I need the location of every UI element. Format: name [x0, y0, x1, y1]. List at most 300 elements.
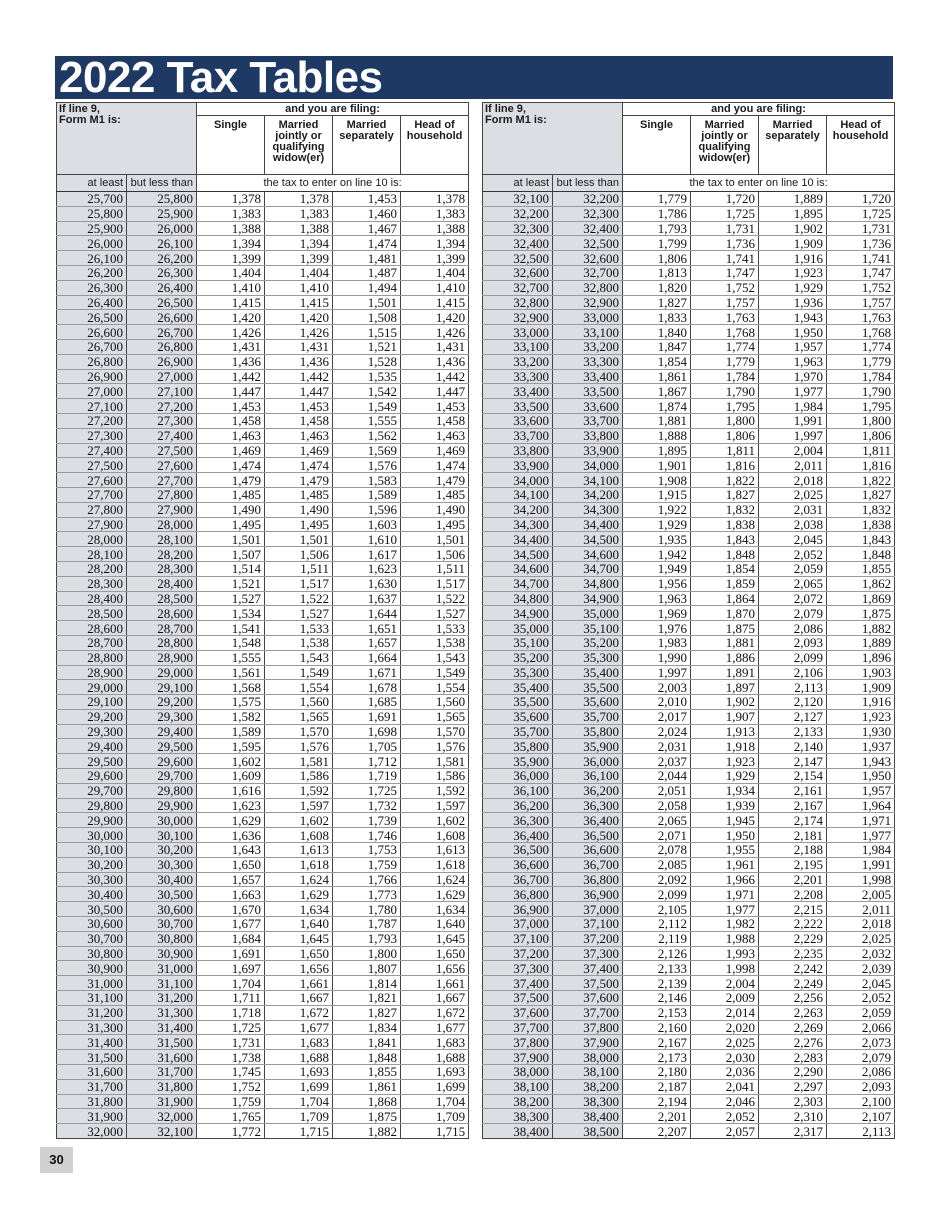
head-of-household-tax-cell: 1,741 — [827, 251, 895, 266]
but-less-than-cell: 33,000 — [553, 310, 623, 325]
single-tax-cell: 2,160 — [623, 1020, 691, 1035]
but-less-than-cell: 37,100 — [553, 917, 623, 932]
table-row — [483, 709, 895, 724]
married-separately-tax-cell: 1,651 — [333, 621, 401, 636]
single-tax-cell: 2,010 — [623, 695, 691, 710]
married-jointly-tax-cell: 1,618 — [265, 857, 333, 872]
married-jointly-tax-cell: 1,897 — [691, 680, 759, 695]
married-jointly-tax-cell: 1,613 — [265, 843, 333, 858]
married-separately-tax-cell: 1,637 — [333, 591, 401, 606]
married-jointly-tax-cell: 1,795 — [691, 399, 759, 414]
table-row — [57, 384, 469, 399]
at-least-cell: 28,000 — [57, 532, 127, 547]
married-separately-tax-cell: 1,610 — [333, 532, 401, 547]
married-jointly-tax-cell: 1,650 — [265, 946, 333, 961]
married-jointly-tax-cell: 1,469 — [265, 443, 333, 458]
table-row — [483, 1124, 895, 1139]
table-row — [483, 517, 895, 532]
married-jointly-tax-cell: 1,538 — [265, 635, 333, 650]
but-less-than-cell: 31,500 — [127, 1035, 197, 1050]
single-tax-cell: 1,436 — [197, 354, 265, 369]
single-tax-cell: 2,099 — [623, 887, 691, 902]
at-least-cell: 37,200 — [483, 946, 553, 961]
at-least-cell: 32,700 — [483, 280, 553, 295]
table-row — [57, 192, 469, 207]
married-jointly-tax-cell: 2,020 — [691, 1020, 759, 1035]
single-tax-cell: 1,684 — [197, 931, 265, 946]
married-jointly-tax-cell: 1,790 — [691, 384, 759, 399]
married-separately-tax-cell: 1,535 — [333, 369, 401, 384]
married-separately-tax-cell: 2,256 — [759, 991, 827, 1006]
head-of-household-tax-cell: 1,903 — [827, 665, 895, 680]
table-row — [483, 798, 895, 813]
head-of-household-tax-cell: 1,832 — [827, 502, 895, 517]
but-less-than-cell: 31,200 — [127, 991, 197, 1006]
but-less-than-cell: 30,400 — [127, 872, 197, 887]
but-less-than-cell: 28,200 — [127, 547, 197, 562]
married-separately-tax-cell: 1,603 — [333, 517, 401, 532]
single-tax-cell: 1,881 — [623, 413, 691, 428]
married-jointly-tax-cell: 1,757 — [691, 295, 759, 310]
married-separately-tax-cell: 2,269 — [759, 1020, 827, 1035]
head-of-household-tax-cell: 1,661 — [401, 976, 469, 991]
but-less-than-cell: 36,800 — [553, 872, 623, 887]
head-of-household-tax-cell: 1,581 — [401, 754, 469, 769]
head-of-household-tax-cell: 1,790 — [827, 384, 895, 399]
married-jointly-tax-cell: 1,458 — [265, 413, 333, 428]
head-of-household-tax-cell: 1,731 — [827, 221, 895, 236]
single-tax-cell: 1,670 — [197, 902, 265, 917]
single-tax-cell: 1,949 — [623, 561, 691, 576]
table-row — [57, 399, 469, 414]
at-least-cell: 26,900 — [57, 369, 127, 384]
single-tax-cell: 1,595 — [197, 739, 265, 754]
married-jointly-tax-cell: 1,848 — [691, 547, 759, 562]
head-of-household-tax-cell: 1,586 — [401, 769, 469, 784]
but-less-than-cell: 33,900 — [553, 443, 623, 458]
married-separately-header: Married separately — [333, 116, 401, 175]
table-row — [483, 606, 895, 621]
table-row — [483, 547, 895, 562]
married-jointly-tax-cell: 1,581 — [265, 754, 333, 769]
at-least-cell: 27,600 — [57, 473, 127, 488]
head-of-household-tax-cell: 1,971 — [827, 813, 895, 828]
at-least-cell: 30,000 — [57, 828, 127, 843]
page-number: 30 — [40, 1147, 73, 1173]
single-tax-cell: 1,609 — [197, 769, 265, 784]
single-tax-cell: 1,915 — [623, 487, 691, 502]
married-jointly-tax-cell: 1,907 — [691, 709, 759, 724]
single-tax-cell: 1,636 — [197, 828, 265, 843]
at-least-cell: 35,000 — [483, 621, 553, 636]
single-tax-cell: 1,942 — [623, 547, 691, 562]
at-least-cell: 35,200 — [483, 650, 553, 665]
married-jointly-tax-cell: 1,549 — [265, 665, 333, 680]
married-jointly-tax-cell: 1,752 — [691, 280, 759, 295]
head-of-household-tax-cell: 1,383 — [401, 206, 469, 221]
table-row — [57, 532, 469, 547]
head-of-household-tax-cell: 2,045 — [827, 976, 895, 991]
married-separately-tax-cell: 1,664 — [333, 650, 401, 665]
but-less-than-cell: 31,800 — [127, 1079, 197, 1094]
married-separately-tax-cell: 2,174 — [759, 813, 827, 828]
but-less-than-cell: 38,300 — [553, 1094, 623, 1109]
married-jointly-tax-cell: 1,891 — [691, 665, 759, 680]
married-separately-tax-cell: 2,263 — [759, 1005, 827, 1020]
single-tax-cell: 1,420 — [197, 310, 265, 325]
but-less-than-cell: 26,400 — [127, 280, 197, 295]
head-of-household-tax-cell: 1,474 — [401, 458, 469, 473]
married-separately-tax-cell: 2,276 — [759, 1035, 827, 1050]
married-separately-tax-cell: 1,576 — [333, 458, 401, 473]
but-less-than-cell: 36,000 — [553, 754, 623, 769]
married-separately-tax-cell: 1,739 — [333, 813, 401, 828]
tax-table-right — [482, 102, 894, 1139]
but-less-than-cell: 34,800 — [553, 576, 623, 591]
married-separately-tax-cell: 1,984 — [759, 399, 827, 414]
at-least-cell: 36,200 — [483, 798, 553, 813]
at-least-cell: 37,700 — [483, 1020, 553, 1035]
at-least-cell: 33,000 — [483, 325, 553, 340]
but-less-than-cell: 28,800 — [127, 635, 197, 650]
married-separately-tax-cell: 1,481 — [333, 251, 401, 266]
head-of-household-tax-cell: 1,677 — [401, 1020, 469, 1035]
married-separately-tax-cell: 2,113 — [759, 680, 827, 695]
table-row — [483, 192, 895, 207]
single-tax-cell: 1,589 — [197, 724, 265, 739]
head-of-household-tax-cell: 1,943 — [827, 754, 895, 769]
married-jointly-tax-cell: 1,463 — [265, 428, 333, 443]
table-row — [57, 739, 469, 754]
single-tax-cell: 1,738 — [197, 1050, 265, 1065]
table-row — [483, 339, 895, 354]
at-least-cell: 31,000 — [57, 976, 127, 991]
table-row — [483, 251, 895, 266]
but-less-than-cell: 28,400 — [127, 576, 197, 591]
married-jointly-tax-cell: 2,046 — [691, 1094, 759, 1109]
but-less-than-cell: 28,700 — [127, 621, 197, 636]
married-jointly-tax-cell: 1,640 — [265, 917, 333, 932]
head-of-household-tax-cell: 1,784 — [827, 369, 895, 384]
at-least-cell: 38,000 — [483, 1065, 553, 1080]
married-jointly-tax-cell: 1,699 — [265, 1079, 333, 1094]
married-separately-tax-cell: 1,991 — [759, 413, 827, 428]
married-separately-tax-cell: 1,950 — [759, 325, 827, 340]
married-separately-tax-cell: 2,188 — [759, 843, 827, 858]
single-tax-cell: 1,874 — [623, 399, 691, 414]
married-jointly-tax-cell: 1,966 — [691, 872, 759, 887]
single-tax-cell: 1,501 — [197, 532, 265, 547]
table-row — [57, 591, 469, 606]
head-of-household-header: Head of household — [827, 116, 895, 175]
table-row — [57, 458, 469, 473]
table-row — [57, 769, 469, 784]
married-separately-tax-cell: 2,059 — [759, 561, 827, 576]
table-row — [483, 680, 895, 695]
table-row — [57, 709, 469, 724]
head-of-household-tax-cell: 1,597 — [401, 798, 469, 813]
married-jointly-tax-cell: 2,036 — [691, 1065, 759, 1080]
table-row — [57, 872, 469, 887]
married-jointly-tax-cell: 1,511 — [265, 561, 333, 576]
at-least-cell: 32,300 — [483, 221, 553, 236]
head-of-household-tax-cell: 1,795 — [827, 399, 895, 414]
married-separately-tax-cell: 2,201 — [759, 872, 827, 887]
at-least-cell: 27,300 — [57, 428, 127, 443]
but-less-than-cell: 36,200 — [553, 783, 623, 798]
table-row — [57, 1050, 469, 1065]
married-jointly-tax-cell: 1,656 — [265, 961, 333, 976]
at-least-cell: 29,500 — [57, 754, 127, 769]
head-of-household-tax-cell: 1,565 — [401, 709, 469, 724]
but-less-than-cell: 35,600 — [553, 695, 623, 710]
married-separately-tax-cell: 1,453 — [333, 192, 401, 207]
single-tax-cell: 1,415 — [197, 295, 265, 310]
head-of-household-tax-cell: 1,560 — [401, 695, 469, 710]
head-of-household-tax-cell: 1,736 — [827, 236, 895, 251]
married-separately-tax-cell: 2,004 — [759, 443, 827, 458]
at-least-cell: 30,300 — [57, 872, 127, 887]
married-separately-tax-cell: 1,596 — [333, 502, 401, 517]
head-of-household-tax-cell: 1,889 — [827, 635, 895, 650]
single-tax-cell: 1,867 — [623, 384, 691, 399]
married-jointly-tax-cell: 1,886 — [691, 650, 759, 665]
but-less-than-cell: 28,900 — [127, 650, 197, 665]
single-tax-cell: 1,495 — [197, 517, 265, 532]
table-row — [483, 502, 895, 517]
married-jointly-tax-cell: 1,506 — [265, 547, 333, 562]
head-of-household-tax-cell: 1,827 — [827, 487, 895, 502]
at-least-cell: 30,700 — [57, 931, 127, 946]
head-of-household-tax-cell: 1,436 — [401, 354, 469, 369]
income-range-header: If line 9, Form M1 is: — [57, 103, 197, 175]
married-separately-tax-cell: 2,072 — [759, 591, 827, 606]
table-row — [483, 872, 895, 887]
table-row — [483, 843, 895, 858]
married-separately-tax-cell: 2,235 — [759, 946, 827, 961]
single-tax-cell: 2,031 — [623, 739, 691, 754]
but-less-than-cell: 31,300 — [127, 1005, 197, 1020]
at-least-cell: 26,300 — [57, 280, 127, 295]
married-jointly-tax-cell: 1,693 — [265, 1065, 333, 1080]
single-tax-cell: 1,929 — [623, 517, 691, 532]
head-of-household-tax-cell: 1,838 — [827, 517, 895, 532]
but-less-than-cell: 38,500 — [553, 1124, 623, 1139]
but-less-than-cell: 27,500 — [127, 443, 197, 458]
table-row — [483, 384, 895, 399]
single-tax-cell: 1,410 — [197, 280, 265, 295]
single-tax-cell: 1,616 — [197, 783, 265, 798]
head-of-household-tax-cell: 1,720 — [827, 192, 895, 207]
married-separately-tax-cell: 1,909 — [759, 236, 827, 251]
table-row — [57, 857, 469, 872]
married-jointly-tax-cell: 1,784 — [691, 369, 759, 384]
single-tax-cell: 1,442 — [197, 369, 265, 384]
at-least-cell: 35,400 — [483, 680, 553, 695]
single-tax-cell: 1,827 — [623, 295, 691, 310]
at-least-cell: 29,100 — [57, 695, 127, 710]
table-row — [483, 887, 895, 902]
table-row — [57, 265, 469, 280]
single-tax-cell: 2,058 — [623, 798, 691, 813]
head-of-household-tax-cell: 1,463 — [401, 428, 469, 443]
at-least-cell: 32,200 — [483, 206, 553, 221]
table-row — [57, 1035, 469, 1050]
table-row — [483, 828, 895, 843]
at-least-cell: 30,100 — [57, 843, 127, 858]
table-row — [57, 354, 469, 369]
married-jointly-tax-cell: 1,399 — [265, 251, 333, 266]
single-tax-cell: 1,752 — [197, 1079, 265, 1094]
but-less-than-cell: 32,900 — [553, 295, 623, 310]
head-of-household-tax-cell: 2,052 — [827, 991, 895, 1006]
head-of-household-tax-cell: 1,984 — [827, 843, 895, 858]
head-of-household-tax-cell: 2,100 — [827, 1094, 895, 1109]
single-tax-cell: 1,514 — [197, 561, 265, 576]
head-of-household-tax-cell: 1,757 — [827, 295, 895, 310]
married-jointly-tax-cell: 2,052 — [691, 1109, 759, 1124]
single-tax-cell: 1,786 — [623, 206, 691, 221]
married-jointly-tax-cell: 1,741 — [691, 251, 759, 266]
single-tax-cell: 1,447 — [197, 384, 265, 399]
at-least-cell: 25,800 — [57, 206, 127, 221]
table-row — [483, 473, 895, 488]
at-least-cell: 36,300 — [483, 813, 553, 828]
head-of-household-tax-cell: 1,618 — [401, 857, 469, 872]
married-separately-tax-cell: 1,515 — [333, 325, 401, 340]
single-tax-cell: 1,657 — [197, 872, 265, 887]
single-tax-cell: 2,201 — [623, 1109, 691, 1124]
married-separately-tax-cell: 2,065 — [759, 576, 827, 591]
single-tax-cell: 1,431 — [197, 339, 265, 354]
head-of-household-tax-cell: 1,554 — [401, 680, 469, 695]
married-separately-tax-cell: 1,685 — [333, 695, 401, 710]
single-tax-cell: 1,602 — [197, 754, 265, 769]
married-separately-tax-cell: 1,936 — [759, 295, 827, 310]
table-row — [483, 902, 895, 917]
but-less-than-cell: 30,800 — [127, 931, 197, 946]
married-jointly-tax-cell: 1,955 — [691, 843, 759, 858]
married-separately-tax-cell: 2,038 — [759, 517, 827, 532]
head-of-household-tax-cell: 2,086 — [827, 1065, 895, 1080]
head-of-household-tax-cell: 1,964 — [827, 798, 895, 813]
table-row — [57, 917, 469, 932]
married-separately-tax-cell: 1,555 — [333, 413, 401, 428]
married-separately-tax-cell: 2,140 — [759, 739, 827, 754]
married-separately-tax-cell: 1,861 — [333, 1079, 401, 1094]
married-jointly-tax-cell: 2,004 — [691, 976, 759, 991]
at-least-cell: 26,100 — [57, 251, 127, 266]
married-separately-tax-cell: 1,494 — [333, 280, 401, 295]
single-tax-cell: 1,969 — [623, 606, 691, 621]
head-of-household-tax-cell: 1,882 — [827, 621, 895, 636]
head-of-household-tax-cell: 2,093 — [827, 1079, 895, 1094]
but-less-than-cell: 37,900 — [553, 1035, 623, 1050]
married-jointly-tax-cell: 1,447 — [265, 384, 333, 399]
at-least-cell: 31,900 — [57, 1109, 127, 1124]
head-of-household-tax-cell: 1,991 — [827, 857, 895, 872]
married-jointly-tax-cell: 1,725 — [691, 206, 759, 221]
at-least-cell: 32,900 — [483, 310, 553, 325]
married-separately-tax-cell: 1,698 — [333, 724, 401, 739]
table-row — [483, 946, 895, 961]
head-of-household-tax-cell: 1,431 — [401, 339, 469, 354]
married-jointly-header: Married jointly or qualifying widow(er) — [265, 116, 333, 175]
table-row — [57, 502, 469, 517]
married-jointly-tax-cell: 1,934 — [691, 783, 759, 798]
head-of-household-tax-cell: 1,650 — [401, 946, 469, 961]
single-tax-cell: 2,153 — [623, 1005, 691, 1020]
head-of-household-tax-cell: 1,517 — [401, 576, 469, 591]
married-separately-tax-cell: 2,133 — [759, 724, 827, 739]
at-least-cell: 38,100 — [483, 1079, 553, 1094]
head-of-household-tax-cell: 1,415 — [401, 295, 469, 310]
at-least-cell: 33,100 — [483, 339, 553, 354]
married-jointly-tax-cell: 1,634 — [265, 902, 333, 917]
married-separately-tax-cell: 2,310 — [759, 1109, 827, 1124]
head-of-household-tax-cell: 2,032 — [827, 946, 895, 961]
table-row — [483, 265, 895, 280]
married-separately-tax-cell: 2,242 — [759, 961, 827, 976]
married-jointly-tax-cell: 1,592 — [265, 783, 333, 798]
table-row — [57, 828, 469, 843]
but-less-than-cell: 25,900 — [127, 206, 197, 221]
at-least-cell: 25,900 — [57, 221, 127, 236]
single-tax-cell: 2,139 — [623, 976, 691, 991]
single-tax-cell: 1,568 — [197, 680, 265, 695]
at-least-cell: 37,400 — [483, 976, 553, 991]
head-of-household-tax-cell: 2,011 — [827, 902, 895, 917]
married-jointly-tax-cell: 1,388 — [265, 221, 333, 236]
married-jointly-tax-cell: 1,624 — [265, 872, 333, 887]
married-jointly-tax-cell: 1,378 — [265, 192, 333, 207]
but-less-than-cell: 35,800 — [553, 724, 623, 739]
married-separately-tax-cell: 1,487 — [333, 265, 401, 280]
at-least-cell: 33,300 — [483, 369, 553, 384]
head-of-household-tax-cell: 1,458 — [401, 413, 469, 428]
married-separately-tax-cell: 1,474 — [333, 236, 401, 251]
table-row — [483, 532, 895, 547]
at-least-cell: 28,400 — [57, 591, 127, 606]
married-jointly-tax-cell: 1,527 — [265, 606, 333, 621]
single-tax-cell: 1,847 — [623, 339, 691, 354]
at-least-cell: 28,800 — [57, 650, 127, 665]
income-range-header: If line 9, Form M1 is: — [483, 103, 623, 175]
table-row — [57, 754, 469, 769]
head-of-household-tax-cell: 1,957 — [827, 783, 895, 798]
married-separately-tax-cell: 1,671 — [333, 665, 401, 680]
at-least-cell: 28,200 — [57, 561, 127, 576]
filing-status-header: and you are filing: — [623, 103, 895, 116]
at-least-cell: 32,400 — [483, 236, 553, 251]
but-less-than-cell: 34,400 — [553, 517, 623, 532]
single-tax-cell: 1,820 — [623, 280, 691, 295]
filing-status-header: and you are filing: — [197, 103, 469, 116]
but-less-than-cell: 29,300 — [127, 709, 197, 724]
married-separately-tax-cell: 1,841 — [333, 1035, 401, 1050]
married-jointly-tax-cell: 1,602 — [265, 813, 333, 828]
married-jointly-tax-cell: 1,843 — [691, 532, 759, 547]
single-tax-cell: 1,623 — [197, 798, 265, 813]
table-row — [57, 221, 469, 236]
single-tax-cell: 1,404 — [197, 265, 265, 280]
married-separately-tax-cell: 2,099 — [759, 650, 827, 665]
married-separately-tax-cell: 1,902 — [759, 221, 827, 236]
married-separately-tax-cell: 1,725 — [333, 783, 401, 798]
but-less-than-cell: 32,700 — [553, 265, 623, 280]
table-row — [483, 295, 895, 310]
married-separately-tax-cell: 2,297 — [759, 1079, 827, 1094]
